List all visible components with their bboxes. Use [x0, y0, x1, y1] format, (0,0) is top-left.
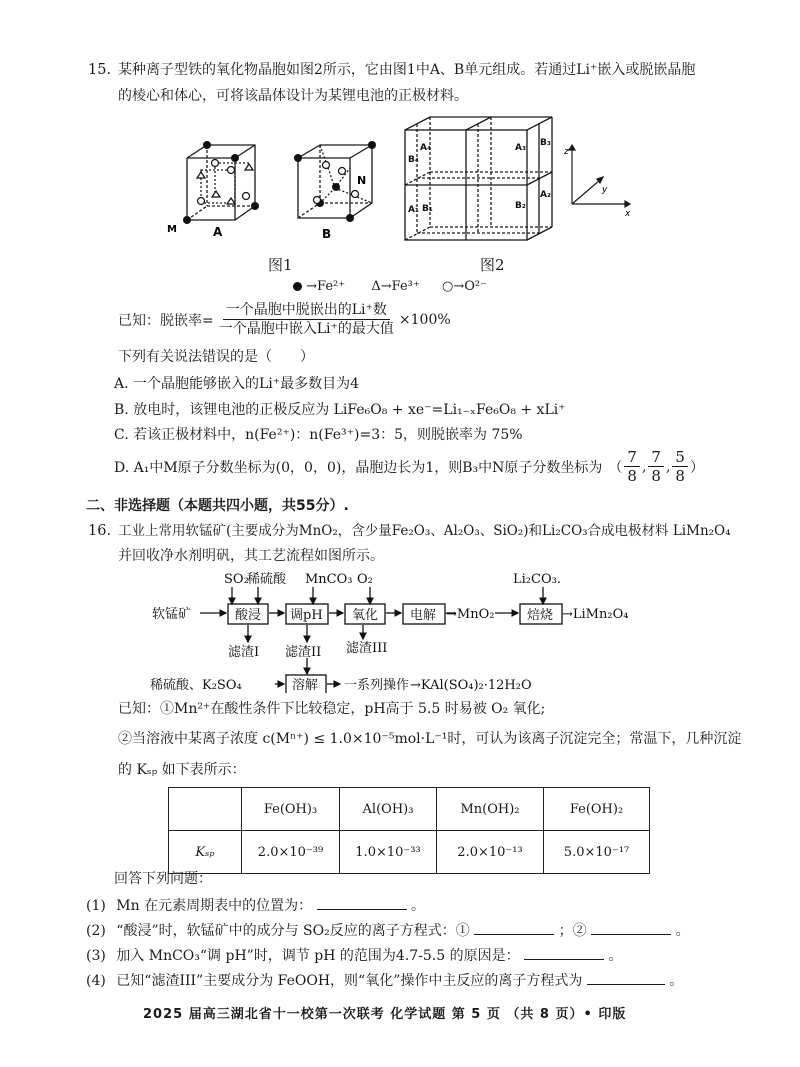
- q15-number: 15.: [88, 62, 112, 78]
- answer-blank[interactable]: [591, 920, 671, 935]
- residue-2: 滤渣II: [285, 645, 322, 660]
- subq-number: (2): [86, 923, 106, 939]
- figure2-crystal-cell: [400, 112, 635, 247]
- table-cell: [169, 788, 242, 831]
- step-acid-leach: 酸浸: [235, 608, 262, 623]
- subq-end: 。: [411, 898, 426, 914]
- subq-end: 。: [669, 973, 684, 989]
- cell-label-B1: B₁: [422, 204, 433, 214]
- subq-end: 。: [608, 948, 623, 964]
- q15-stem-line1: 某种离子型铁的氧化物晶胞如图2所示，它由图1中A、B单元组成。若通过Li⁺嵌入或脱嵌晶胞: [118, 62, 696, 78]
- option-C[interactable]: C. 若该正极材料中，n(Fe²⁺)：n(Fe³⁺)=3：5，则脱嵌率为 75%: [114, 427, 523, 443]
- known-prefix: 已知：脱嵌率=: [118, 312, 214, 329]
- option-A[interactable]: A. 一个晶胞能够嵌入的Li⁺最多数目为4: [114, 376, 360, 392]
- legend-fe3: Δ→Fe³⁺: [371, 279, 420, 294]
- label-M: M: [167, 224, 177, 235]
- q16-stem-line2: 并回收净水剂明矾，其工艺流程如图所示。: [118, 548, 384, 564]
- o2-atom: [228, 167, 235, 174]
- process-flowchart: [150, 568, 650, 693]
- table-header: Mn(OH)₂: [437, 788, 544, 831]
- fe3-atom: [227, 198, 235, 204]
- label-A: A: [213, 225, 223, 238]
- fe3-atom: [197, 172, 205, 178]
- cell-label-B2: B₂: [515, 201, 526, 211]
- q16-known3: 的 Kₛₚ 如下表所示：: [118, 762, 246, 778]
- fe2-atom: [183, 216, 191, 224]
- alum-product: →KAl(SO₄)₂·12H₂O: [410, 678, 532, 693]
- answer-blank[interactable]: [524, 945, 604, 960]
- answer-prompt: 回答下列问题：: [114, 871, 212, 887]
- coord-fraction-y: [648, 448, 664, 485]
- step-dissolve: 溶解: [292, 678, 319, 693]
- option-D-text: D. A₁中M原子分数坐标为(0，0，0)，晶胞边长为1，则B₃中N原子分数坐标为: [114, 459, 603, 476]
- frac-num: 7: [648, 448, 664, 467]
- subq-text: “酸浸”时，软锰矿中的成分与 SO₂反应的离子方程式：①: [116, 923, 470, 939]
- q15-prompt: 下列有关说法错误的是（ ）: [118, 349, 314, 365]
- q16-known2: ②当溶液中某离子浓度 c(Mⁿ⁺) ≤ 1.0×10⁻⁵mol·L⁻¹时，可认为该离子沉淀完全；常温下，几种沉淀: [118, 731, 742, 747]
- option-D-open: （: [608, 459, 623, 476]
- step-adjust-ph: 调pH: [290, 608, 323, 623]
- o2-atom: [352, 191, 359, 198]
- fe3-atom: [212, 191, 220, 197]
- o2-atom: [212, 160, 219, 167]
- figure1-crystal-units: [165, 128, 390, 238]
- cell-label-A4: A₄: [420, 143, 431, 153]
- input-o2: O₂: [357, 572, 373, 587]
- removal-rate-fraction: [216, 301, 397, 338]
- option-D[interactable]: D. A₁中M原子分数坐标为(0，0，0)，晶胞边长为1，则B₃中N原子分数坐标为 （ $\frac{7}{8}$ , $\frac{7}{8}$ , $\frac{5}{8}$ ）: [114, 448, 704, 485]
- fraction-numerator: 一个晶胞中脱嵌出的Li⁺数: [223, 301, 390, 320]
- answer-blank[interactable]: [317, 895, 407, 910]
- table-cell: 5.0×10⁻¹⁷: [544, 831, 650, 874]
- o2-atom: [323, 162, 330, 169]
- ksp-table: [168, 787, 650, 874]
- subq-3: [86, 945, 623, 966]
- residue-3: 滤渣III: [346, 641, 388, 656]
- frac-den: 8: [627, 467, 637, 485]
- fe2-dot-icon: [293, 282, 302, 291]
- table-header-row: [169, 788, 650, 831]
- input-acid: 稀硫酸: [247, 572, 287, 587]
- residue-1: 滤渣I: [228, 645, 260, 660]
- step-roast: 焙烧: [527, 608, 554, 623]
- step-electrolysis: 电解: [410, 608, 437, 623]
- step-oxidize: 氧化: [352, 608, 379, 623]
- table-cell: 1.0×10⁻³³: [340, 831, 437, 874]
- input-mnco3: MnCO₃: [305, 572, 353, 587]
- subq-number: (1): [86, 898, 106, 914]
- input-so2: SO₂: [224, 572, 249, 587]
- start-material: 软锰矿: [152, 607, 192, 622]
- option-B[interactable]: B. 放电时，该锂电池的正极反应为 LiFe₆O₈ + xe⁻=Li₁₋ₓFe₆O₈ + xLi⁺: [114, 402, 566, 418]
- cell-label-B4: B₄: [408, 155, 419, 165]
- label-N: N: [357, 174, 367, 187]
- subq-mid: ；②: [558, 923, 587, 939]
- axis-x: x: [625, 209, 631, 219]
- cell-label-A3: A₃: [515, 143, 526, 153]
- legend-fe2: →Fe²⁺: [306, 279, 346, 294]
- subq-end: 。: [675, 923, 690, 939]
- subq-text: Mn 在元素周期表中的位置为：: [116, 898, 313, 914]
- o2-atom: [243, 193, 250, 200]
- q16-known1: 已知：①Mn²⁺在酸性条件下比较稳定，pH高于 5.5 时易被 O₂ 氧化;: [118, 701, 546, 717]
- subq-4: [86, 970, 683, 991]
- option-D-close: ）: [689, 459, 704, 476]
- fe2-atom: [368, 141, 376, 149]
- coord-fraction-z: [672, 448, 688, 485]
- known-formula: [118, 301, 451, 338]
- axis-z: z: [564, 147, 569, 157]
- input-li2co3: Li₂CO₃.: [513, 572, 561, 587]
- table-header: Al(OH)₃: [340, 788, 437, 831]
- q15-stem-line2: 的棱心和体心，可将该晶体设计为某锂电池的正极材料。: [118, 88, 468, 104]
- fe3-atom: [245, 164, 253, 170]
- answer-blank[interactable]: [474, 920, 554, 935]
- fe2-atom: [294, 154, 302, 162]
- axis-y: y: [602, 185, 608, 195]
- table-header: Fe(OH)₂: [544, 788, 650, 831]
- subq-number: (4): [86, 973, 106, 989]
- subq-text: 加入 MnCO₃“调 pH”时，调节 pH 的范围为4.7-5.5 的原因是：: [116, 948, 520, 964]
- frac-den: 8: [651, 467, 661, 485]
- table-cell: 2.0×10⁻³⁹: [242, 831, 340, 874]
- fe2-atom: [332, 183, 340, 191]
- table-row: [169, 831, 650, 874]
- page-footer: 2025 届高三湖北省十一校第一次联考 化学试题 第 5 页 （共 8 页）• 印版: [143, 1007, 627, 1022]
- frac-den: 8: [675, 467, 685, 485]
- known-suffix: ×100%: [398, 311, 451, 328]
- figure1-caption: 图1: [268, 256, 293, 274]
- cube-A: [187, 145, 255, 220]
- o2-atom: [339, 168, 346, 175]
- mno2-product: →MnO₂: [446, 607, 495, 622]
- fe2-atom: [346, 214, 354, 222]
- fe2-atom: [251, 202, 259, 210]
- figure2-caption: 图2: [480, 256, 505, 274]
- cell-label-A2: A₂: [540, 190, 551, 200]
- axes-icon: [569, 145, 630, 207]
- section-heading: 二、非选择题（本题共四小题，共55分）.: [86, 498, 349, 514]
- label-B: B: [322, 227, 332, 238]
- q16-stem-line1: 工业上常用软锰矿(主要成分为MnO₂，含少量Fe₂O₃、Al₂O₃、SiO₂)和Li₂CO₃合成电极材料 LiMn₂O₄: [118, 523, 731, 539]
- frac-num: 7: [624, 448, 640, 467]
- subq-2: [86, 920, 690, 941]
- table-cell: 2.0×10⁻¹³: [437, 831, 544, 874]
- fraction-denominator: 一个晶胞中嵌入Li⁺的最大值: [218, 321, 394, 337]
- fe2-atom: [231, 154, 239, 162]
- series-operations: 一系列操作: [344, 678, 410, 693]
- fe2-atom: [203, 141, 211, 149]
- cell-label-B3: B₃: [540, 138, 551, 148]
- final-product: →LiMn₂O₄: [562, 607, 629, 622]
- frac-num: 5: [672, 448, 688, 467]
- legend: [293, 279, 487, 294]
- legend-o2: ○→O²⁻: [442, 279, 487, 294]
- q16-number: 16.: [88, 523, 112, 539]
- table-header: Fe(OH)₃: [242, 788, 340, 831]
- coord-fraction-x: [624, 448, 640, 485]
- answer-blank[interactable]: [587, 970, 665, 985]
- cell-label-A1: A₁: [408, 205, 419, 215]
- subq-1: [86, 895, 425, 916]
- table-row-label: Kₛₚ: [169, 831, 242, 874]
- o2-atom: [198, 198, 205, 205]
- o2-atom: [314, 197, 321, 204]
- subq-text: 已知“滤渣III”主要成分为 FeOOH，则“氧化”操作中主反应的离子方程式为: [116, 973, 583, 989]
- subq-number: (3): [86, 948, 106, 964]
- dissolve-inputs: 稀硫酸、K₂SO₄: [150, 678, 242, 693]
